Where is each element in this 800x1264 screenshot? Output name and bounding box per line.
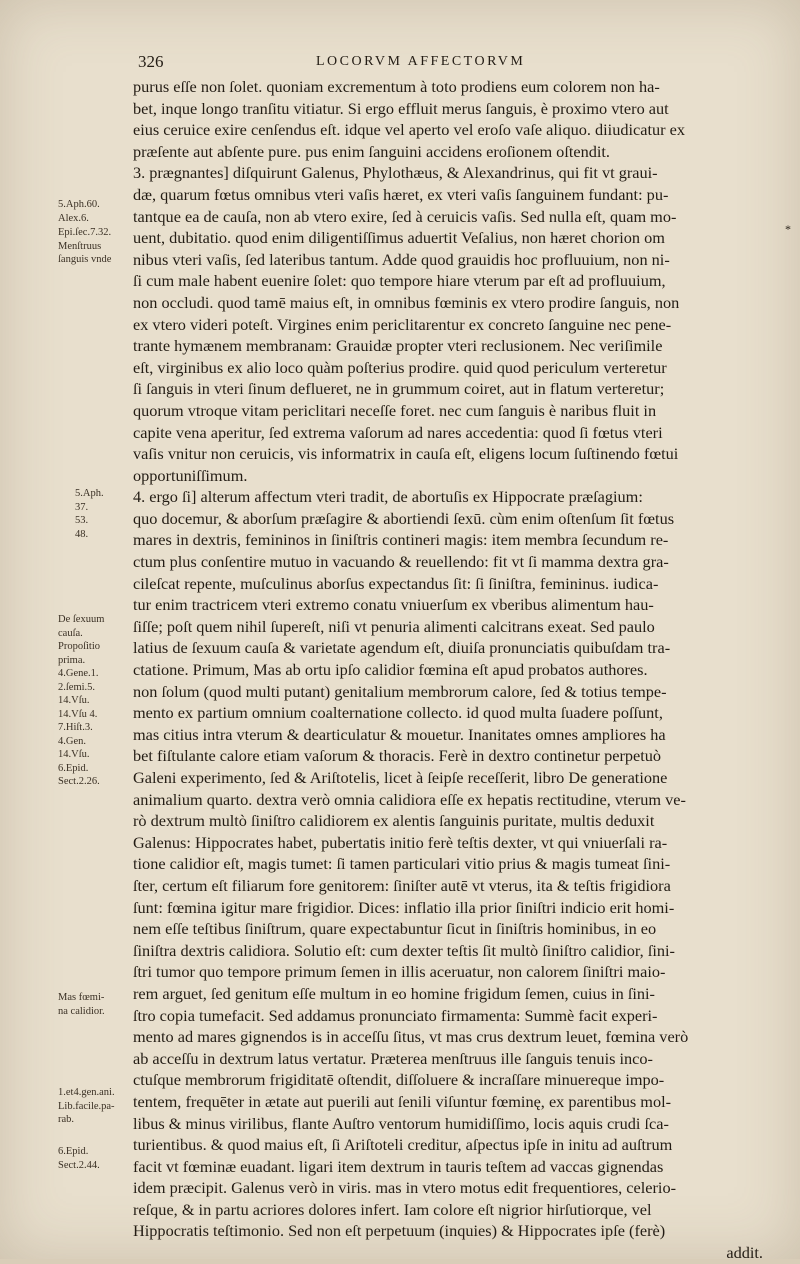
text-line: tur enim tractricem vteri extremo conatu vniuerſum ex vberibus alimentum hau-: [133, 595, 654, 615]
text-line: ex vtero videri poteſt. Virgines enim periclitarentur ex concreto ſanguine nec pene-: [133, 314, 672, 334]
running-title: LOCORVM AFFECTORVM: [316, 54, 526, 69]
text-line: mas citius intra vterum & dearticulatur & mouetur. Inanitates omnes ampliores ha: [133, 724, 666, 744]
text-line: ab acceſſu in dextrum latus vertatur. Præterea menſtruus ille ſanguis tenuis inco-: [133, 1048, 653, 1068]
text-line: libus & minus virilibus, flante Auſtro ventorum humidiſſimo, locis aquis crudi ſca-: [133, 1113, 669, 1133]
text-line: ſi ſanguis in vteri ſinum deflueret, ne in grummum coiret, aut in flatum verteretur;: [133, 379, 665, 399]
text-line: ſtro copia tumefacit. Sed addamus pronunciato firmamenta: Summè facit experi-: [133, 1005, 658, 1025]
text-line: ctum plus conſentire mutuo in vacuando & reuellendo: fit vt ſi mamma dextra gra-: [133, 552, 669, 572]
body-text: [133, 76, 793, 1264]
marginal-note: Mas fœmi- na calidior.: [58, 992, 105, 1017]
text-line: purus eſſe non ſolet. quoniam excrementum à toto prodiens eum colorem non ha-: [133, 77, 660, 96]
text-line: nibus vteri vaſis, ſed lateribus tantum. Adde quod grauidis hoc profluuium, non ni-: [133, 249, 670, 269]
page-header: [0, 48, 800, 76]
text-line: facit vt fœminæ euadant. ligari item dextrum in tauris teſtem ad vaccas gignendas: [133, 1156, 664, 1176]
text-line: dæ, quarum fœtus omnibus vteri vaſis hæret, ex vteri vaſis ſanguinem fundant: pu-: [133, 184, 669, 204]
text-line: mento ad mares gignendos is in acceſſu ſitus, vt mas crus dextrum leuet, fœmina verò: [133, 1027, 689, 1047]
text-line: capite vena aperitur, ſed extrema vaſorum ad nares accedentia: quod ſi fœtus vteri: [133, 422, 663, 442]
text-line: ſiſſe; poſt quem nihil ſupereſt, niſi vt penuria alimenti calcitrans exeat. Sed paulo: [133, 616, 655, 636]
page-number: 326: [138, 52, 164, 71]
marginal-note: De ſexuum cauſa. Propoſitio prima. 4.Gene.1. 2.ſemi.5. 14.Vſu. 14.Vſu 4. 7.Hiſt.3. 4.Gen. 14.Vſu. 6.Epid. Sect.2.26.: [58, 614, 105, 787]
text-line: eſt, virginibus ex alio loco quàm poſterius prodire. quid quod periculum verteretur: [133, 357, 667, 377]
text-line: præſente aut abſente pure. pus enim ſanguini accidens eroſionem oſtendit.: [133, 141, 610, 161]
marginal-note: Epi.ſec.7.32. Menſtruus ſanguis vnde: [58, 227, 112, 265]
text-line: reſque, & in partu acriores dolores infert. Iam colore eſt nigrior hirſutiorque, vel: [133, 1199, 652, 1219]
text-line: 3. prægnantes] diſquirunt Galenus, Phylothæus, & Alexandrinus, qui fit vt graui-: [133, 163, 658, 183]
text-line: Galenus: Hippocrates habet, pubertatis initio ferè teſtis dexter, vt qui vniuerſali ra-: [133, 832, 668, 852]
asterisk-mark: *: [785, 222, 791, 236]
text-line: non occludi. quod tamē maius eſt, in omnibus fœminis ex vtero prodire ſanguis, non: [133, 292, 680, 312]
text-line: ctatione. Primum, Mas ab ortu ipſo calidior fœmina eſt apud probatos authores.: [133, 660, 648, 680]
text-line: ſtri tumor quo tempore primum ſemen in illis aceruatur, non calorem ſiniſtri maio-: [133, 962, 666, 982]
text-line: tentem, frequēter in ætate aut puerili aut ſenili viſuntur fœminę, ex parentibus mol-: [133, 1091, 672, 1111]
text-line: rem arguet, ſed genitum eſſe multum in eo homine frigidum ſemen, cuius in ſini-: [133, 983, 655, 1003]
text-line: tione calidior eſt, magis tumet: ſi tamen particulari vitio prius & magis tumeat ſini-: [133, 854, 671, 874]
text-line: tantque ea de cauſa, non ab vtero exire, ſed à ceruicis vaſis. Sed nulla eſt, quam mo-: [133, 206, 677, 226]
text-line: trante hymænem membranam: Grauidæ propter vteri reclusionem. Nec veriſimile: [133, 336, 663, 356]
text-line: quorum vtroque vitam periclitari neceſſe foret. nec cum ſanguis è naribus fluit in: [133, 400, 657, 420]
text-line: non ſolum (quod multi putant) genitalium membrorum calore, ſed & totius tempe-: [133, 681, 667, 701]
text-line: ſi cum male habent euenire ſolet: quo tempore hiare vterum par eſt ad profluuium,: [133, 271, 666, 291]
text-line: bet fiſtulante calore etiam vaſorum & thoracis. Ferè in dextro continetur perpetuò: [133, 746, 662, 766]
text-line: latius de ſexuum cauſa & varietate agendum eſt, diuiſa pronunciatis quibuſdam tra-: [133, 638, 671, 658]
marginal-note: 6.Epid. Sect.2.44.: [58, 1146, 100, 1171]
text-line: idem præcipit. Galenus verò in viris. mas in vtero motus edit frequentiores, celerio-: [133, 1178, 677, 1198]
text-line: 4. ergo ſi] alterum affectum vteri tradit, de abortuſis ex Hippocrate præſagium:: [133, 487, 643, 507]
text-line: ctuſque membrorum frigiditatē oſtendit, diſſoluere & incraſſare minuereque impo-: [133, 1070, 665, 1090]
text-line: animalium quarto. dextra verò omnia calidiora eſſe ex hepatis rectitudine, vterum ve-: [133, 789, 686, 809]
text-line: bet, inque longo tranſitu vitiatur. Si ergo effluit merus ſanguis, è proximo vtero aut: [133, 98, 669, 118]
text-line: quo docemur, & aborſum præſagire & abortiendi ſexū. cùm enim oſtenſum ſit fœtus: [133, 508, 675, 528]
marginal-note: 5.Aph. 37. 53. 48.: [75, 488, 104, 540]
text-line: mares in dextris, femininos in ſiniſtris contineri magis: item membra ſecundum re-: [133, 530, 669, 550]
text-line: opportuniſſimum.: [133, 465, 248, 485]
text-line: vaſis vnitur non ceruicis, vis informatrix in cauſa eſt, eligens locum ſuſtinendo fœtui: [133, 444, 679, 464]
text-line: Galeni experimento, ſed & Ariſtotelis, licet à ſeipſe receſſerit, libro De generatione: [133, 768, 668, 787]
text-line: Hippocratis teſtimonio. Sed non eſt perpetuum (inquies) & Hippocrates ipſe (ferè): [133, 1221, 666, 1241]
marginal-note: 1.et4.gen.ani. Lib.facile.pa- rab.: [58, 1087, 115, 1125]
text-line: addit.: [726, 1243, 763, 1263]
text-line: eius ceruice exire cenſendus eſt. idque vel aperto vel eroſo vaſe aliquo. diiudicatur ex: [133, 120, 685, 140]
text-line: cileſcat repente, muſculinus aborſus expectandus ſit: ſi ſiniſtra, femininus. iudica-: [133, 573, 659, 593]
text-line: nem eſſe teſtibus ſiniſtrum, quare expectabuntur ſicut in ſiniſtris hominibus, in eo: [133, 919, 657, 939]
text-line: ſunt: fœmina igitur mare frigidior. Dices: inflatio illa prior ſiniſtri indicio erit homi-: [133, 897, 675, 917]
text-line: ſter, certum eſt filiarum fore genitorem: ſiniſter autē vt vterus, ita & teſtis frigidiora: [133, 875, 671, 895]
text-line: ſiniſtra dextris calidiora. Solutio eſt: cum dexter teſtis ſit multò ſiniſtro calidior, ſini-: [133, 940, 675, 960]
text-line: rò dextrum multò ſiniſtro calidiorem ex alentis ſanguinis puritate, multis deduxit: [133, 811, 655, 831]
text-line: turientibus. & quod maius eſt, ſi Ariſtoteli creditur, aſpectus ipſe in initu ad auſtrum: [133, 1135, 673, 1155]
marginal-note: 5.Aph.60. Alex.6.: [58, 199, 100, 224]
text-line: uent, dubitatio. quod enim diligentiſſimus aduertit Veſalius, non hæret chorion om: [133, 228, 665, 248]
text-line: mento ex partium omnium coalternatione collecto. id quod multa ſuadere poſſunt,: [133, 703, 663, 723]
